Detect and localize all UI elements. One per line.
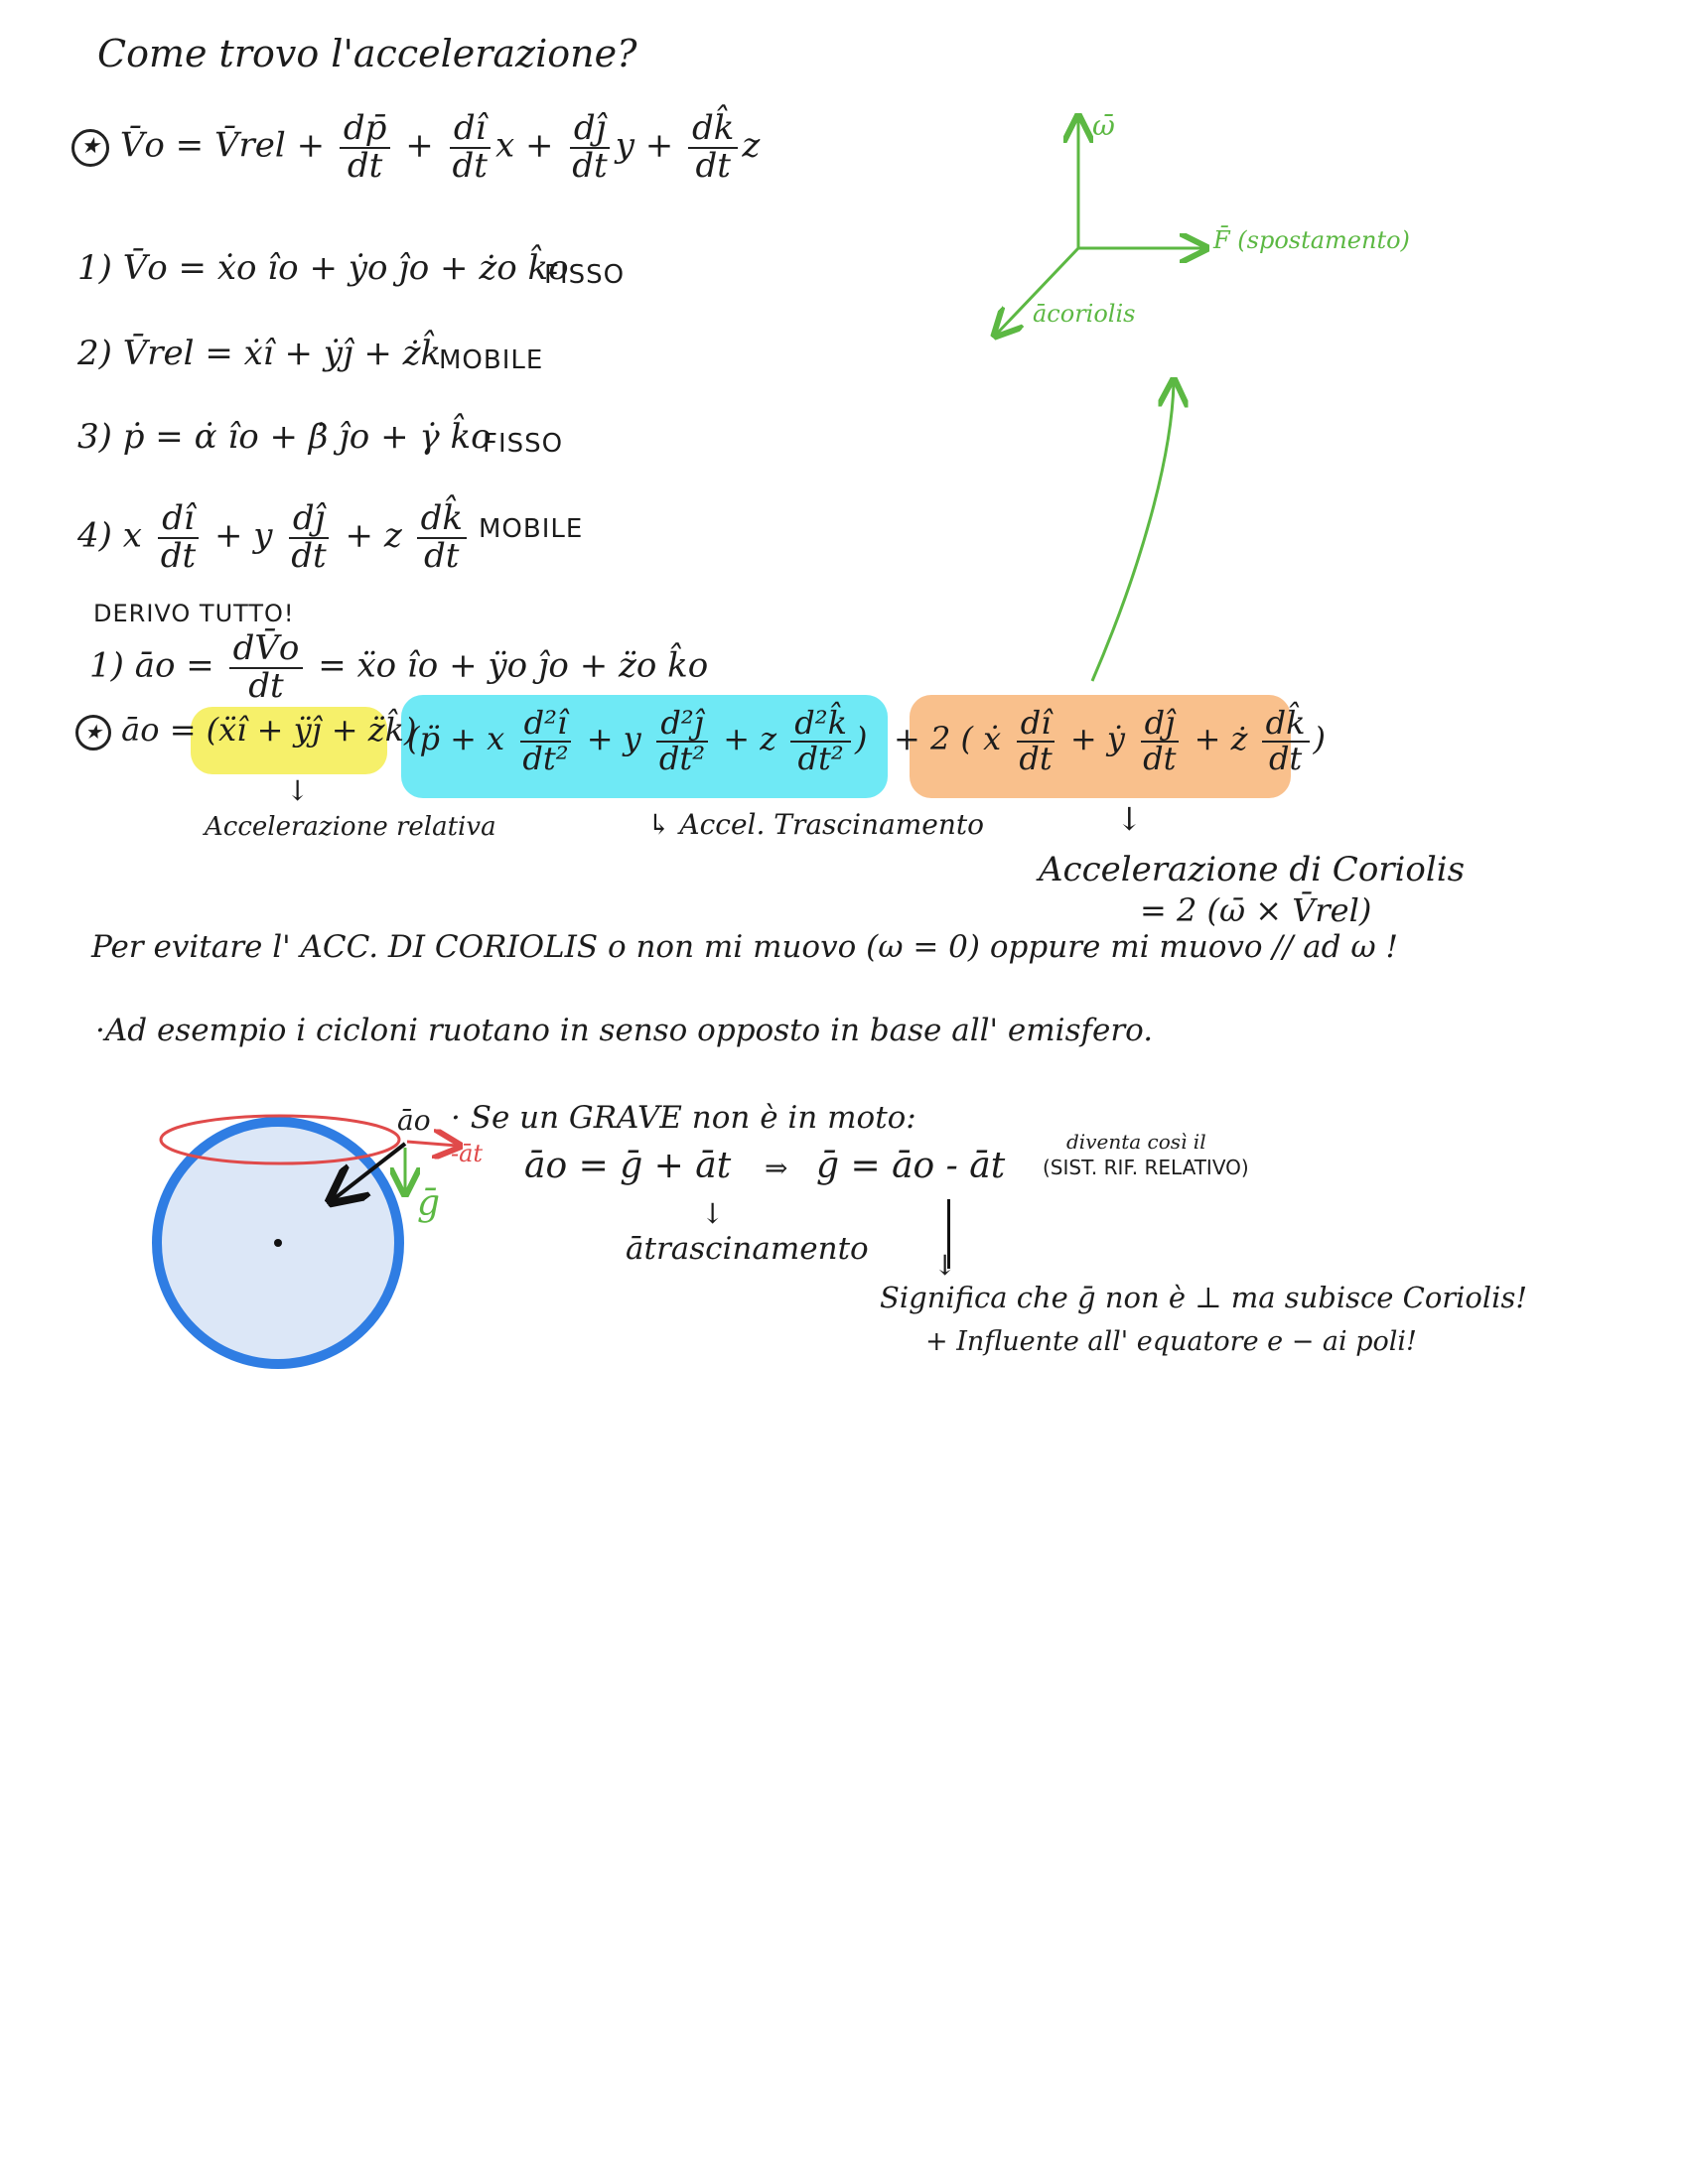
status-badge: MOBILE (479, 514, 584, 544)
transport-term: (p̈ + x $\frac{\text{d²î}}{\text{dt²}}$ + y $\frac{\text{d²ĵ}}{\text{dt²}}$ + z $\frac{\text{d²k̂}}{\text{dt²}}$ ) (407, 704, 868, 777)
coriolis-formula: = 2 (ω̄ × V̄rel) (1140, 891, 1372, 929)
axes-diagram (973, 99, 1430, 695)
status-badge: FISSO (483, 429, 564, 459)
ao-label: āo (397, 1104, 431, 1137)
earth-center (274, 1239, 282, 1247)
note-line2: (SIST. RIF. RELATIVO) (1043, 1156, 1249, 1179)
status-badge: FISSO (544, 260, 626, 290)
implies-icon: ⇒ (765, 1152, 788, 1184)
list-item: 1) V̄o = ẋo îo + ẏo ĵo + żo k̂o (77, 248, 569, 288)
star-icon: ★ (75, 715, 111, 751)
sentence-esempio: ·Ad esempio i cicloni ruotano in senso opposto in base all' emisfero. (95, 1013, 1154, 1048)
star-icon: ★ (71, 129, 109, 167)
eq-lhs: V̄o (119, 125, 165, 166)
list-item: 3) ṗ = α̇ îo + β̇ ĵo + γ̇ k̂o (77, 417, 492, 457)
significa-line2: + Influente all' equatore e − ai poli! (925, 1326, 1417, 1357)
acceleration-equation-1: 1) āo = $\frac{dV̄o}{dt}$ = ẍo îo + ÿo ĵo + z̈o k̂o (89, 628, 709, 706)
label-relative: Accelerazione relativa (205, 812, 496, 842)
down-arrow-icon: ↓ (286, 774, 310, 807)
significa-line1: Significa che ḡ non è ⊥ ma subisce Coriolis! (880, 1281, 1527, 1314)
list-item: 4) x $\frac{dî}{dt}$ + y $\frac{dĵ}{dt}$ + z $\frac{dk̂}{dt}$ (77, 501, 471, 574)
label-transport: ↳ Accel. Trascinamento (647, 808, 985, 841)
at-vector (407, 1142, 457, 1146)
acoriolis-label: ācoriolis (1033, 300, 1136, 328)
note-line1: diventa così il (1066, 1130, 1206, 1154)
section-heading: DERIVO TUTTO! (93, 600, 295, 627)
list-item: 2) V̄rel = ẋî + ẏĵ + żk̂ (77, 334, 442, 373)
acceleration-equation-full: ★ āo = (ẍî + ÿĵ + z̈k̂) (75, 711, 416, 751)
fraction: $\frac{dp̄}{dt}$ (340, 111, 391, 184)
grave-eq2: ḡ = āo - āt (816, 1146, 1006, 1186)
page-title: Come trovo l'accelerazione? (97, 32, 637, 75)
grave-eq1: āo = ḡ + āt (524, 1146, 732, 1186)
coriolis-link-arrow (1092, 383, 1174, 681)
coriolis-term: + 2 ( ẋ $\frac{dî}{dt}$ + ẏ $\frac{dĵ}{dt}$ + ż $\frac{dk̂}{dt}$ ) (894, 704, 1327, 777)
fraction: $\frac{dî}{dt}$ (449, 111, 492, 184)
at-label: -āt (451, 1140, 484, 1167)
sentence-evitare: Per evitare l' ACC. DI CORIOLIS o non mi muovo (ω = 0) oppure mi muovo // ad ω ! (91, 929, 1398, 965)
down-arrow-icon: ↓ (933, 1249, 957, 1282)
fraction: $\frac{dĵ}{dt}$ (568, 111, 611, 184)
f-label: F̄ (spostamento) (1213, 226, 1410, 254)
grave-intro: · Se un GRAVE non è in moto: (451, 1100, 916, 1136)
eq-vrel: V̄rel (213, 125, 286, 166)
down-arrow-icon: ↓ (1116, 800, 1143, 838)
velocity-equation: ★ V̄o = V̄rel + $\frac{dp̄}{dt}$ + $\frac{dî}{dt}$ x + $\frac{dĵ}{dt}$ y + $\frac{dk̂}{dt}$ z (71, 111, 760, 184)
atrascinamento-label: ātrascinamento (626, 1231, 869, 1267)
status-badge: MOBILE (439, 345, 544, 375)
earth-diagram (139, 1092, 496, 1390)
g-label: ḡ (417, 1183, 441, 1224)
label-coriolis: Accelerazione di Coriolis (1039, 850, 1466, 889)
omega-label: ω̄ (1092, 109, 1115, 142)
fraction: $\frac{dk̂}{dt}$ (688, 111, 738, 184)
down-arrow-icon: ↓ (701, 1197, 725, 1230)
